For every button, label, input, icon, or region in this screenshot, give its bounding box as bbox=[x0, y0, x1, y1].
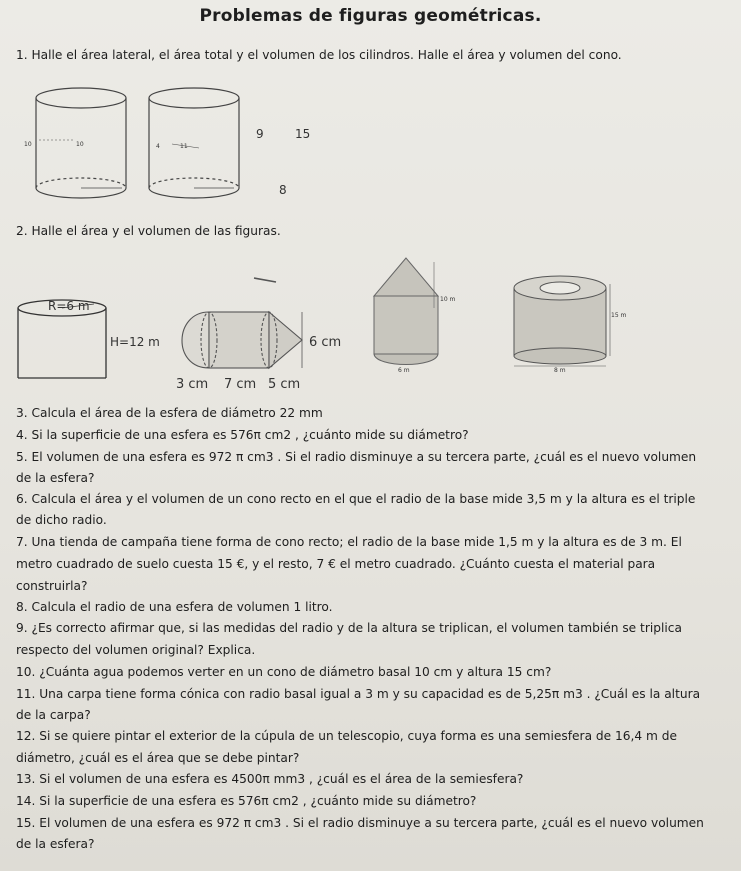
question-2: 2. Halle el área y el volumen de las figuras. bbox=[16, 224, 281, 238]
question-6-cont: de dicho radio. bbox=[16, 513, 107, 527]
question-11: 11. Una carpa tiene forma cónica con radio basal igual a 3 m y su capacidad es de 5,25π m3 . ¿Cuál es la altura bbox=[16, 687, 701, 701]
composite-cone-label: 5 cm bbox=[268, 377, 301, 392]
question-7: 7. Una tienda de campaña tiene forma de cono recto; el radio de la base mide 1,5 m y la altura es de 3 m. El bbox=[16, 535, 682, 549]
question-5: 5. El volumen de una esfera es 972 π cm3 . Si el radio disminuye a su tercera parte, ¿cuál es el nuevo volumen bbox=[16, 450, 697, 464]
composite-hemisphere-label: 3 cm bbox=[176, 377, 209, 392]
composite-height-label: 6 cm bbox=[309, 335, 342, 350]
cyl1-radius-label: 10 bbox=[76, 141, 84, 148]
cone-on-cylinder bbox=[374, 258, 438, 365]
cylinder-2 bbox=[149, 88, 239, 198]
cone-base-label: 6 m bbox=[398, 367, 410, 374]
question-6: 6. Calcula el área y el volumen de un cono recto en el que el radio de la base mide 3,5 m y la altura es el triple bbox=[16, 492, 696, 506]
cone-label-8: 8 bbox=[279, 183, 287, 197]
cyl2-height-label: 4 bbox=[156, 143, 160, 150]
question-8: 8. Calcula el radio de una esfera de volumen 1 litro. bbox=[16, 600, 333, 614]
page-title: Problemas de figuras geométricas. bbox=[199, 6, 542, 26]
question-12-cont: diámetro, ¿cuál es el área que se debe pintar? bbox=[16, 751, 300, 765]
question-15-cont: de la esfera? bbox=[16, 837, 95, 851]
cyl2-radius-label: 11 bbox=[180, 143, 188, 150]
question-5-cont: de la esfera? bbox=[16, 471, 95, 485]
cone-label-9: 9 bbox=[256, 127, 264, 141]
question-7-cont2: construirla? bbox=[16, 579, 88, 593]
question-12: 12. Si se quiere pintar el exterior de la cúpula de un telescopio, cuya forma es una semiesfera de 16,4 m de bbox=[16, 729, 678, 743]
composite-cylinder-label: 7 cm bbox=[224, 377, 257, 392]
question-13: 13. Si el volumen de una esfera es 4500π mm3 , ¿cuál es el área de la semiesfera? bbox=[16, 772, 524, 786]
hollow-cylinder bbox=[514, 276, 610, 366]
question-4: 4. Si la superficie de una esfera es 576π cm2 , ¿cuánto mide su diámetro? bbox=[16, 428, 469, 442]
ring-base-label: 8 m bbox=[554, 367, 566, 374]
cyl-height-label: H=12 m bbox=[110, 335, 160, 349]
figure-2-solids bbox=[14, 248, 644, 394]
question-3: 3. Calcula el área de la esfera de diámetro 22 mm bbox=[16, 406, 323, 420]
question-1: 1. Halle el área lateral, el área total y el volumen de los cilindros. Halle el área y volumen del cono. bbox=[16, 48, 622, 62]
question-9-cont: respecto del volumen original? Explica. bbox=[16, 643, 256, 657]
cone-height-label: 10 m bbox=[440, 296, 456, 303]
question-10: 10. ¿Cuánta agua podemos verter en un cono de diámetro basal 10 cm y altura 15 cm? bbox=[16, 665, 552, 679]
composite-solid bbox=[182, 278, 302, 368]
cyl-radius-label: R=6 m bbox=[48, 299, 90, 313]
cone-label-15: 15 bbox=[295, 127, 311, 141]
cyl1-height-label: 10 bbox=[24, 141, 32, 148]
question-7-cont: metro cuadrado de suelo cuesta 15 €, y el resto, 7 € el metro cuadrado. ¿Cuánto cuesta el material para bbox=[16, 557, 656, 571]
question-11-cont: de la carpa? bbox=[16, 708, 91, 722]
ring-height-label: 15 m bbox=[611, 312, 627, 319]
question-14: 14. Si la superficie de una esfera es 576π cm2 , ¿cuánto mide su diámetro? bbox=[16, 794, 477, 808]
question-9: 9. ¿Es correcto afirmar que, si las medidas del radio y de la altura se triplican, el volumen también se triplica bbox=[16, 621, 682, 635]
question-15: 15. El volumen de una esfera es 972 π cm3 . Si el radio disminuye a su tercera parte, ¿cuál es el nuevo volumen bbox=[16, 816, 704, 830]
figure-1-cylinders bbox=[14, 76, 344, 216]
